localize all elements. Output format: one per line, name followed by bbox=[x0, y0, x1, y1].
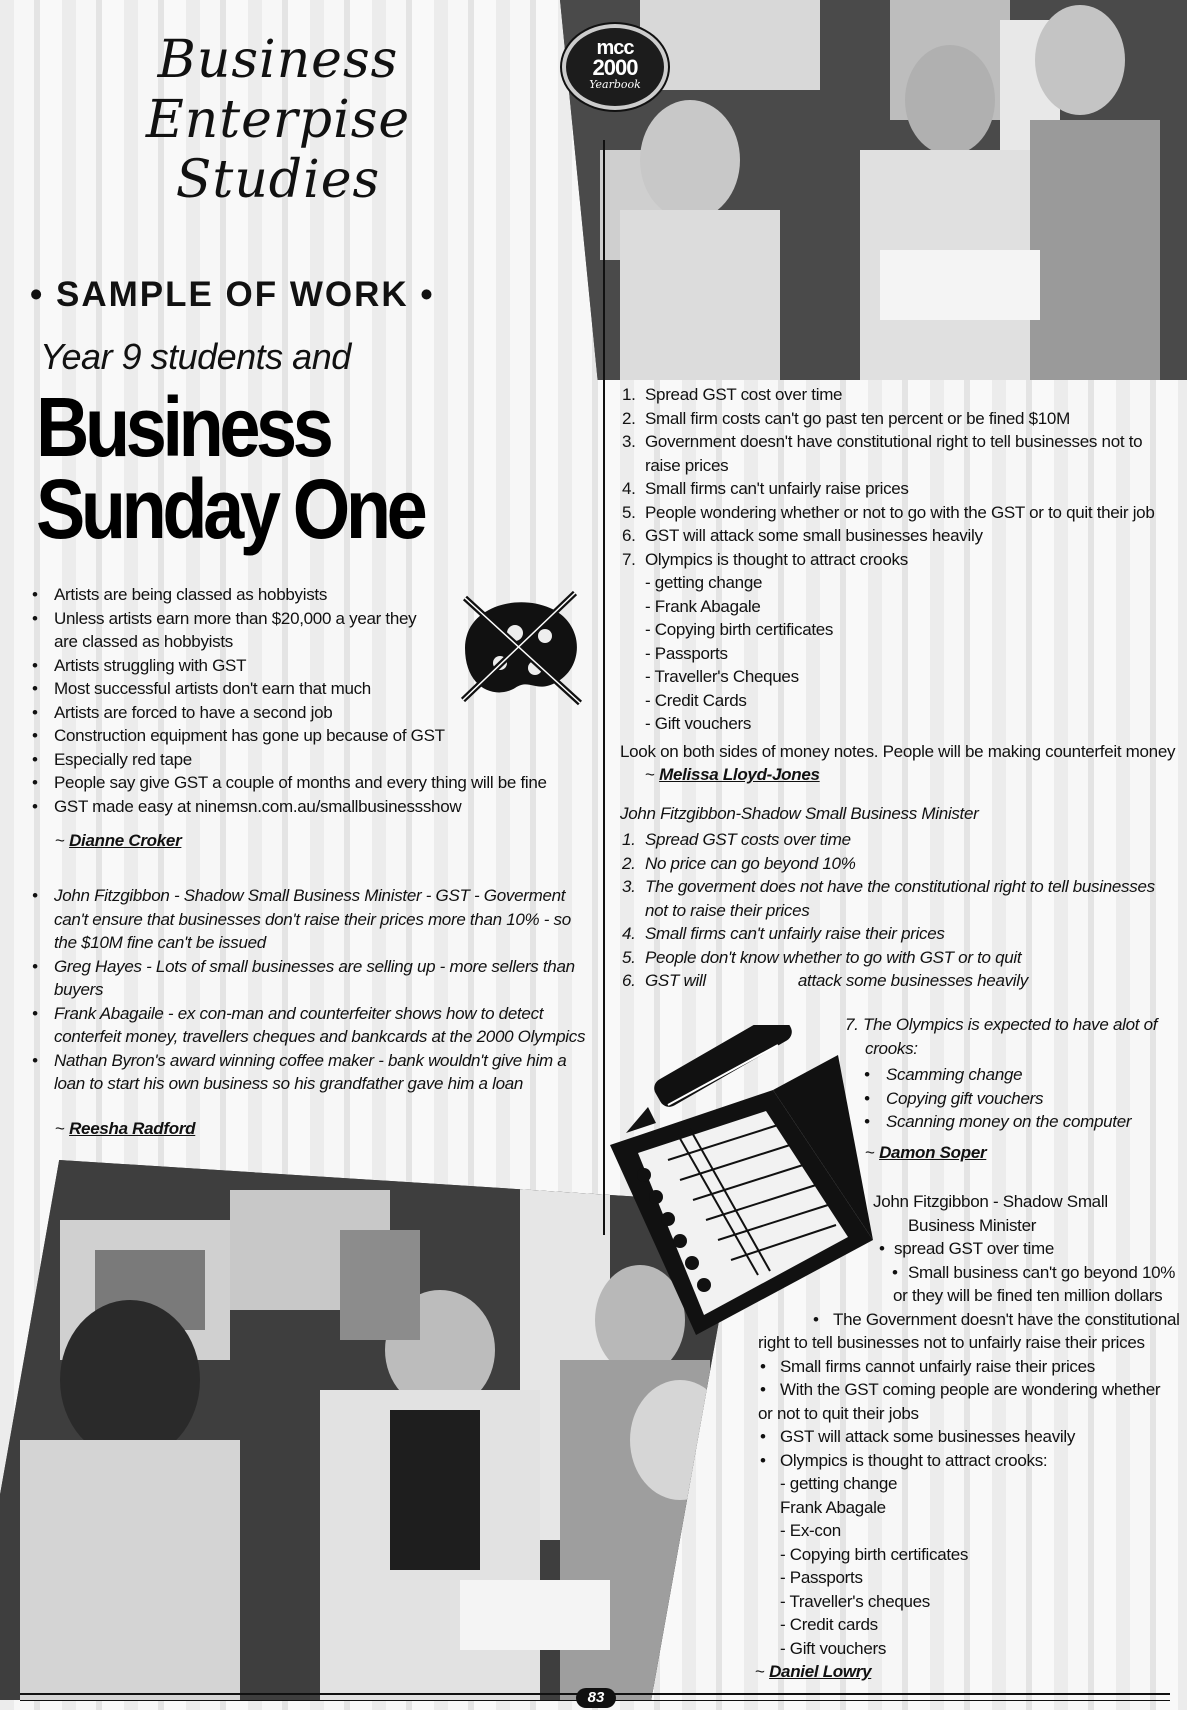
bullet: • bbox=[760, 1450, 766, 1470]
sublist-item: Frank Abagale bbox=[780, 1497, 886, 1517]
section-title bbox=[118, 30, 438, 210]
olympics-item bbox=[845, 1013, 1185, 1060]
list-item bbox=[755, 1425, 1185, 1449]
sublist-item: - Traveller's Cheques bbox=[645, 667, 799, 686]
signature-name: Reesha Radford bbox=[69, 1119, 196, 1138]
subtitle: Year 9 students and bbox=[40, 336, 351, 377]
list-item-cont: or they will be fined ten million dollars bbox=[893, 1286, 1163, 1305]
bullet: • bbox=[879, 1239, 885, 1258]
list-number: 6. bbox=[622, 971, 636, 990]
list-item bbox=[620, 548, 1180, 572]
logo-text-yearbook: Yearbook bbox=[589, 78, 641, 91]
closing-note: Look on both sides of money notes. People will be making counterfeit money bbox=[620, 742, 1176, 761]
bullet: • bbox=[813, 1309, 819, 1329]
signature-dianne bbox=[55, 829, 181, 853]
list-item-text: Government doesn't have constitutional right to tell businesses not to bbox=[645, 432, 1143, 451]
list-item-text: John Fitzgibbon - Shadow Small bbox=[873, 1192, 1108, 1211]
list-item bbox=[755, 1449, 1185, 1473]
list-item bbox=[755, 1378, 1185, 1402]
list-item-text: Nathan Byron's award winning coffee maker - bank wouldn't give him a bbox=[54, 1050, 567, 1070]
list-item bbox=[755, 1237, 1185, 1261]
list-item: • Construction equipment has gone up because of GST bbox=[30, 724, 450, 748]
sublist-item: - Credit cards bbox=[780, 1615, 878, 1634]
list-item-text: the $10M fine can't be issued bbox=[54, 933, 266, 952]
list-item: • Scamming change bbox=[862, 1063, 1182, 1087]
sublist-item: - Passports bbox=[645, 643, 728, 663]
list-item-text: can't ensure that businesses don't raise their prices more than 10% - so bbox=[54, 909, 571, 929]
list-item-text: crooks: bbox=[865, 1038, 918, 1058]
list-item bbox=[620, 477, 1180, 501]
list-item bbox=[755, 1190, 1185, 1214]
signature-name: Melissa Lloyd-Jones bbox=[659, 765, 820, 784]
signature-name: Dianne Croker bbox=[69, 831, 182, 850]
list-item-text: Small firms cannot unfairly raise their prices bbox=[780, 1356, 1095, 1376]
list-number: 5. bbox=[622, 947, 636, 967]
yearbook-logo bbox=[562, 24, 668, 110]
list-item-text: GST will attack some businesses heavily bbox=[780, 1427, 1076, 1446]
sublist-item: - Frank Abagale bbox=[645, 596, 761, 616]
list-item-text: The goverment does not have the constitutional right to tell businesses bbox=[645, 877, 1155, 896]
signature-prefix: ~ bbox=[755, 1662, 765, 1681]
signature-melissa bbox=[645, 763, 820, 787]
list-item bbox=[620, 946, 1180, 970]
list-item-text: Small firms can't unfairly raise prices bbox=[645, 479, 909, 498]
list-item bbox=[620, 828, 1180, 852]
sublist-item: - Copying birth certificates bbox=[645, 620, 834, 639]
headline-line: Business bbox=[36, 380, 330, 474]
list-number: 3. bbox=[622, 432, 636, 451]
bullet: • bbox=[760, 1380, 766, 1399]
list-item: • Most successful artists don't earn that much bbox=[30, 677, 450, 701]
list-item bbox=[620, 852, 1180, 876]
list-item bbox=[755, 1261, 1185, 1285]
list-item-text: GST will bbox=[645, 971, 706, 990]
list-item-text: The Government doesn't have the constitutional bbox=[833, 1309, 1180, 1329]
left-list-1 bbox=[30, 583, 547, 818]
list-item-text: Olympics is thought to attract crooks: bbox=[780, 1450, 1048, 1470]
list-number: 2. bbox=[622, 408, 636, 428]
list-item-text: Olympics is thought to attract crooks bbox=[645, 549, 908, 569]
list-item-text: No price can go beyond 10% bbox=[645, 853, 856, 873]
list-item-text: Small firms can't unfairly raise their prices bbox=[645, 924, 945, 943]
bullet: • bbox=[760, 1356, 766, 1376]
list-item: • GST made easy at ninemsn.com.au/smallbusinessshow bbox=[30, 795, 614, 819]
list-number: 3. bbox=[622, 877, 636, 896]
sublist-item: - Traveller's cheques bbox=[780, 1591, 931, 1611]
list-item-text: conterfeit money, travellers cheques and bankcards at the 2000 Olympics bbox=[54, 1027, 586, 1046]
list-item bbox=[30, 955, 600, 1002]
bullet: • bbox=[892, 1262, 898, 1282]
signature-damon bbox=[865, 1141, 986, 1165]
sublist-item: - Credit Cards bbox=[645, 690, 747, 710]
list-item-text: With the GST coming people are wondering whether bbox=[780, 1380, 1161, 1399]
list-number: 5. bbox=[622, 502, 636, 522]
list-item bbox=[620, 969, 1180, 993]
list-item bbox=[755, 1355, 1185, 1379]
list-item-cont: right to tell businesses not to unfairly raise their prices bbox=[758, 1333, 1145, 1352]
list-number: 1. bbox=[622, 385, 636, 404]
list-number: 4. bbox=[622, 924, 636, 943]
list-item: • Especially red tape bbox=[30, 748, 450, 772]
list-item bbox=[620, 524, 1180, 548]
list-item bbox=[755, 1308, 1185, 1332]
list-item-cont: Business Minister bbox=[908, 1215, 1037, 1235]
list-item bbox=[30, 1049, 600, 1096]
sublist-item: - getting change bbox=[780, 1474, 898, 1493]
logo-text-year: 2000 bbox=[592, 55, 638, 80]
list-item-text: attack some businesses heavily bbox=[797, 971, 1028, 990]
list-number: 4. bbox=[622, 479, 636, 498]
right-sublist-1 bbox=[645, 571, 833, 736]
signature-prefix: ~ bbox=[645, 765, 655, 784]
page-number: 83 bbox=[576, 1688, 616, 1708]
list-number: 7. bbox=[622, 549, 636, 569]
right-sublist-2 bbox=[862, 1063, 1182, 1134]
bullet: • bbox=[859, 1192, 865, 1211]
sample-of-work-heading: • SAMPLE OF WORK • bbox=[30, 275, 435, 314]
list-number: 7. bbox=[845, 1015, 859, 1034]
list-item: • Artists are forced to have a second job bbox=[30, 701, 450, 725]
sublist-item: - Gift vouchers bbox=[645, 714, 752, 733]
logo-text-mcc: mcc bbox=[596, 37, 634, 59]
headline-line: Sunday One bbox=[36, 462, 424, 556]
list-item: • Copying gift vouchers bbox=[862, 1087, 1182, 1111]
list-item-text: are classed as hobbyists bbox=[54, 632, 233, 651]
signature-name: Daniel Lowry bbox=[769, 1662, 872, 1681]
column-divider bbox=[603, 140, 605, 1235]
list-item-text: Spread GST costs over time bbox=[645, 830, 851, 849]
signature-prefix: ~ bbox=[55, 1119, 65, 1138]
list-item: • Scanning money on the computer bbox=[862, 1110, 1182, 1134]
list-item bbox=[620, 875, 1180, 922]
art-palette-icon bbox=[455, 588, 590, 708]
list-item-text: Small business can't go beyond 10% bbox=[908, 1262, 1176, 1282]
title-line: Enterpise bbox=[145, 90, 411, 150]
list-item bbox=[620, 383, 1180, 407]
list-item-text: People wondering whether or not to go with the GST or to quit their job bbox=[645, 502, 1155, 522]
list-item-text: People don't know whether to go with GST or to quit bbox=[645, 947, 1022, 967]
list-item bbox=[30, 884, 600, 955]
list-item-text: loan to start his own business so his grandfather gave him a loan bbox=[54, 1074, 524, 1093]
list-item bbox=[620, 922, 1180, 946]
list-item bbox=[620, 501, 1180, 525]
list-number: 2. bbox=[622, 853, 636, 873]
list-number: 6. bbox=[622, 526, 636, 545]
list-item-text: Small firm costs can't go past ten percent or be fined $10M bbox=[645, 408, 1070, 428]
list-item-text: Unless artists earn more than $20,000 a year they bbox=[54, 608, 417, 628]
list-item bbox=[30, 1002, 600, 1049]
minister-heading: John Fitzgibbon-Shadow Small Business Minister bbox=[620, 804, 979, 823]
title-line: Studies bbox=[175, 150, 381, 210]
sublist-item: - Copying birth certificates bbox=[780, 1544, 969, 1564]
title-line: Business bbox=[157, 30, 399, 90]
signature-prefix: ~ bbox=[55, 831, 65, 850]
sublist-item: - Passports bbox=[780, 1568, 863, 1587]
list-item-text: not to raise their prices bbox=[645, 900, 810, 920]
signature-name: Damon Soper bbox=[879, 1143, 987, 1162]
right-list-2 bbox=[620, 828, 1180, 993]
left-list-2 bbox=[30, 884, 600, 1096]
list-item bbox=[620, 430, 1180, 477]
bullet: • bbox=[760, 1427, 766, 1446]
signature-reesha bbox=[55, 1117, 195, 1141]
list-item-text: spread GST over time bbox=[894, 1239, 1054, 1258]
list-item: • Artists struggling with GST bbox=[30, 654, 450, 678]
sublist-item: - Gift vouchers bbox=[780, 1638, 887, 1658]
sublist-item: - Ex-con bbox=[780, 1521, 841, 1540]
list-item-text: raise prices bbox=[645, 455, 729, 475]
headline bbox=[36, 380, 424, 556]
list-item-text: GST will attack some small businesses heavily bbox=[645, 526, 983, 545]
list-item-text: The Olympics is expected to have alot of bbox=[863, 1015, 1158, 1034]
list-number: 1. bbox=[622, 830, 636, 849]
list-item-cont: or not to quit their jobs bbox=[758, 1403, 919, 1423]
list-item-text: buyers bbox=[54, 980, 104, 999]
list-item bbox=[30, 607, 450, 654]
right-list-3 bbox=[755, 1190, 1185, 1684]
list-item-text: John Fitzgibbon - Shadow Small Business Minister - GST - Goverment bbox=[54, 886, 566, 905]
signature-daniel bbox=[755, 1660, 1185, 1684]
list-item-text: Spread GST cost over time bbox=[645, 385, 843, 404]
list-item-text: Greg Hayes - Lots of small businesses are selling up - more sellers than bbox=[54, 956, 575, 976]
list-item: • Artists are being classed as hobbyists bbox=[30, 583, 450, 607]
list-item: • People say give GST a couple of months and every thing will be fine bbox=[30, 771, 614, 795]
signature-prefix: ~ bbox=[865, 1143, 875, 1162]
list-item-text: Frank Abagaile - ex con-man and counterfeiter shows how to detect bbox=[54, 1003, 544, 1023]
right-list-1 bbox=[620, 383, 1180, 571]
sublist-item: - getting change bbox=[645, 573, 763, 592]
list-item bbox=[620, 407, 1180, 431]
